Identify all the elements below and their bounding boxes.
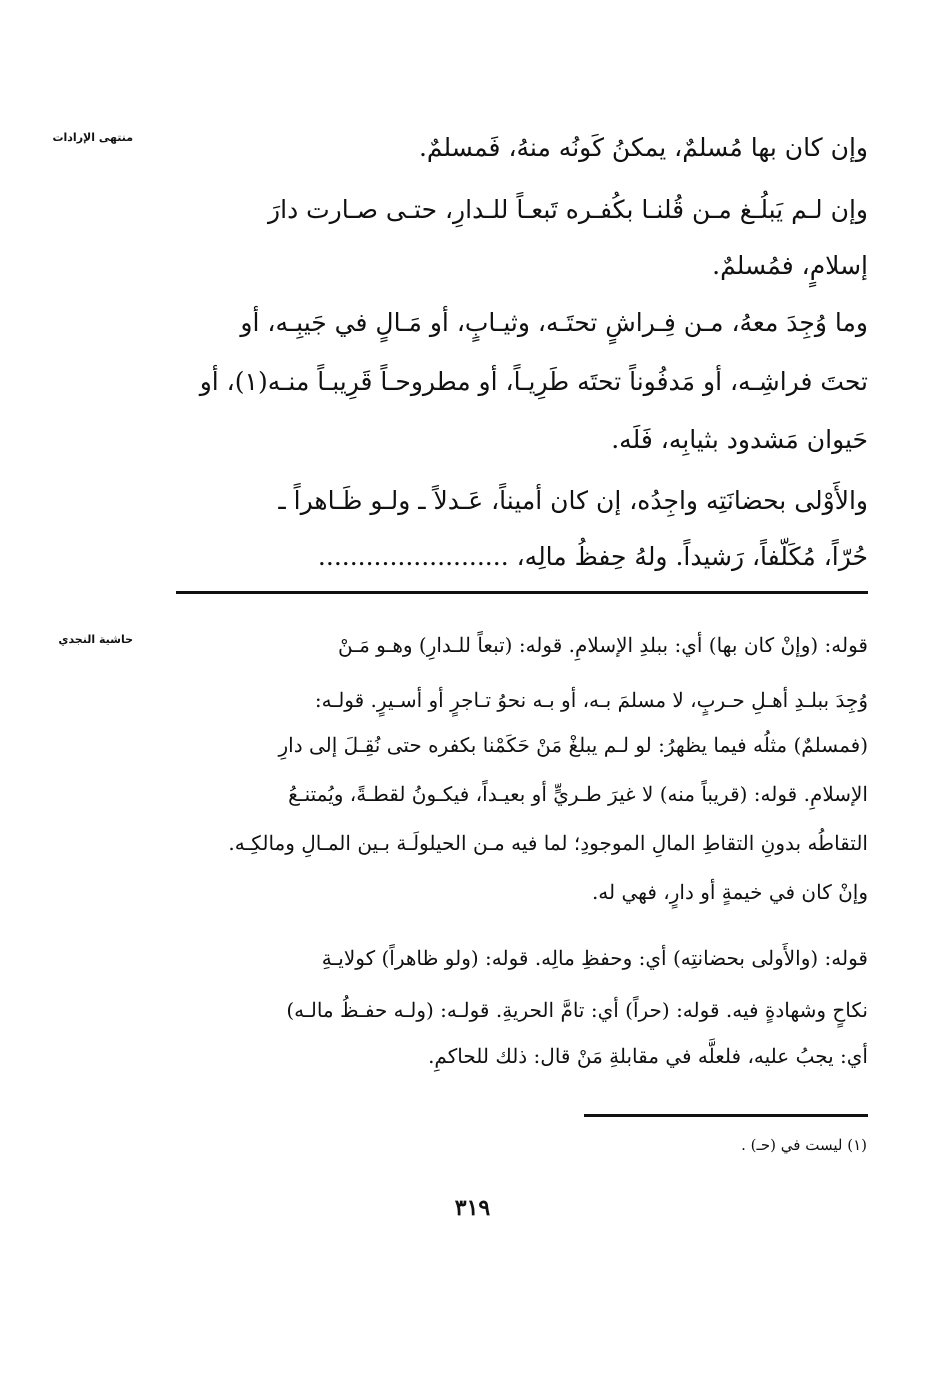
page-number: ٣١٩ [454,1195,491,1221]
commentary-line: الإسلامِ. قوله: (قريباً منه) لا غيرَ طـريٍّ أو بعيـداً، فيكـونُ لقطـةً، ويُمتنـعُ [288,782,868,806]
main-text-line: وإن كان بها مُسلمٌ، يمكنُ كَونُه منهُ، فَمسلمٌ. [418,133,868,162]
footnote-rule [584,1114,868,1117]
commentary-line: (فمسلمٌ) مثلُه فيما يظهرُ: لو لـم يبلغْ مَنْ حَكَمْنا بكفره حتى نُقِـلَ إلى دارِ [278,733,868,757]
running-header-label: منتهى الإرادات [52,131,133,144]
commentary-line: وُجِدَ ببلـدِ أهـلِ حـربٍ، لا مسلمَ بـه، أو بـه نحوُ تـاجرٍ أو أسـيرٍ. قولـه: [314,688,868,712]
main-text-line: إسلامٍ، فمُسلمٌ. [712,251,868,280]
main-text-line: وما وُجِدَ معهُ، مـن فِـراشٍ تحتَـه، وثيـابٍ، أو مَـالٍ في جَيبِـه، أو [240,308,868,337]
commentary-line: قوله: (وإنْ كان بها) أي: ببلدِ الإسلامِ. قوله: (تبعاً للـدارِ) وهـو مَـنْ [337,633,868,657]
main-text-line: حَيوان مَشدود بثيابِه، فَلَه. [611,425,868,454]
footnote: (١) ليست في (حـ) . [741,1136,867,1154]
commentary-line: نكاحٍ وشهادةٍ فيه. قوله: (حراً) أي: تامَّ الحريةِ. قولـه: (ولـه حفـظُ مالـه) [286,998,868,1022]
section-divider [176,591,868,594]
main-text-line: والأَوْلى بحضانَتِه واجِدُه، إن كان أميناً، عَـدلاً ـ ولـو ظَـاهراً ـ [278,486,868,515]
commentary-line: أي: يجبُ عليه، فلعلَّه في مقابلةِ مَنْ قال: ذلك للحاكمِ. [428,1044,868,1068]
main-text-line: وإن لـم يَبلُـغ مـن قُلنـا بكُفـره تَبعـاً للـدارِ، حتـى صـارت دارَ [268,195,868,224]
main-text-line: تحتَ فراشِـه، أو مَدفُوناً تحتَه طَرِيـاً، أو مطروحـاً قَرِيبـاً منـه(١)، أو [199,367,868,396]
commentary-header-label: حاشية النجدي [58,633,133,646]
commentary-line: وإنْ كان في خيمةٍ أو دارٍ، فهي له. [591,880,868,904]
commentary-line: قوله: (والأَولى بحضانتِه) أي: وحفظِ مالِه. قوله: (ولو ظاهراً) كولايـةِ [321,946,868,970]
main-text-line: حُرّاً، مُكَلّفاً، رَشيداً. ولهُ حِفظُ مالِه، ........................ [317,542,868,571]
commentary-line: التقاطُه بدونِ التقاطِ المالِ الموجودِ؛ لما فيه مـن الحيلولَـة بـين المـالِ ومالكِـه. [228,831,868,855]
